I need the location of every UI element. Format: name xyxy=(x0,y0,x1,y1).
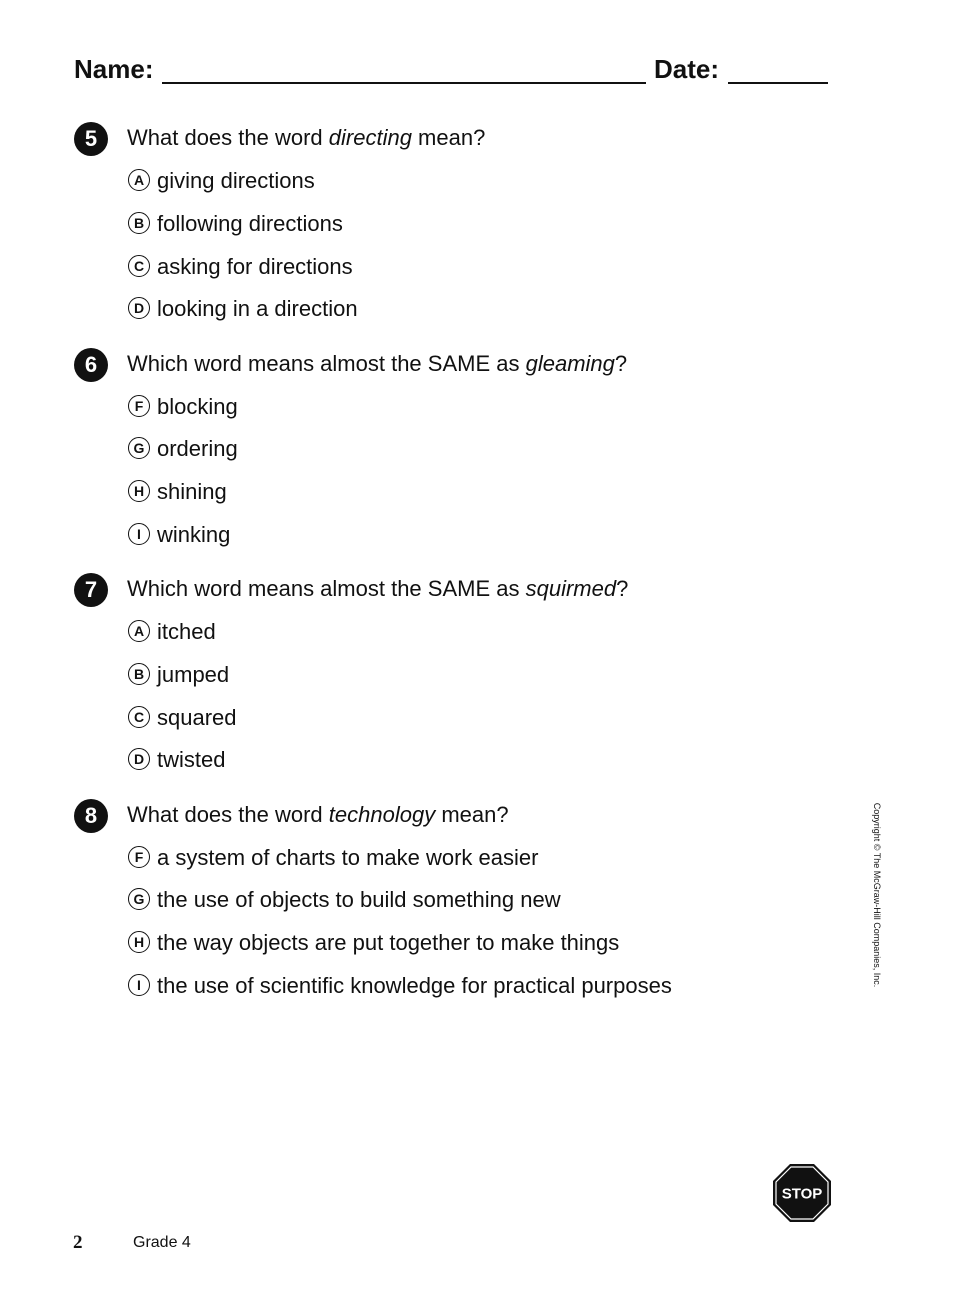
option-letter-bubble[interactable]: F xyxy=(128,846,150,868)
question-number: 6 xyxy=(74,348,108,382)
option-text: twisted xyxy=(157,747,226,772)
stop-sign-text: STOP xyxy=(781,1185,823,1203)
option-text: the use of scientific knowledge for practical purposes xyxy=(157,973,672,998)
copyright-notice: Copyright © The McGraw-Hill Companies, Inc. xyxy=(872,802,882,988)
option-text: a system of charts to make work easier xyxy=(157,845,539,870)
option-letter-bubble[interactable]: H xyxy=(128,480,150,502)
option-text: giving directions xyxy=(157,168,315,193)
question-number: 8 xyxy=(74,799,108,833)
stop-sign-icon xyxy=(772,1163,832,1223)
option-text: squared xyxy=(157,705,237,730)
option-letter-bubble[interactable]: C xyxy=(128,255,150,277)
option-letter-bubble[interactable]: I xyxy=(128,523,150,545)
option-letter-bubble[interactable]: H xyxy=(128,931,150,953)
option-text: shining xyxy=(157,479,227,504)
question-number: 5 xyxy=(74,122,108,156)
option-letter-bubble[interactable]: D xyxy=(128,748,150,770)
option-text: following directions xyxy=(157,211,343,236)
option-text: looking in a direction xyxy=(157,296,358,321)
question-number: 7 xyxy=(74,573,108,607)
option-text: asking for directions xyxy=(157,254,353,279)
question-text: Which word means almost the SAME as gleaming? xyxy=(127,351,628,376)
option-letter-bubble[interactable]: G xyxy=(128,888,150,910)
page-number: 2 xyxy=(73,1232,83,1253)
grade-label: Grade 4 xyxy=(133,1234,191,1251)
option-letter-bubble[interactable]: B xyxy=(128,212,150,234)
question-text: What does the word technology mean? xyxy=(127,802,509,827)
question-text: Which word means almost the SAME as squirmed? xyxy=(127,576,629,601)
date-field[interactable] xyxy=(728,82,828,84)
question-text: What does the word directing mean? xyxy=(127,125,486,150)
name-label: Name: xyxy=(74,54,154,84)
date-label: Date: xyxy=(654,54,720,84)
header xyxy=(74,52,834,86)
option-letter-bubble[interactable]: A xyxy=(128,620,150,642)
option-letter-bubble[interactable]: B xyxy=(128,663,150,685)
option-text: blocking xyxy=(157,394,238,419)
option-text: winking xyxy=(157,522,231,547)
name-field[interactable] xyxy=(162,82,646,84)
option-text: ordering xyxy=(157,436,238,461)
option-text: the way objects are put together to make things xyxy=(157,930,620,955)
option-text: itched xyxy=(157,619,216,644)
option-letter-bubble[interactable]: I xyxy=(128,974,150,996)
option-letter-bubble[interactable]: F xyxy=(128,395,150,417)
option-letter-bubble[interactable]: G xyxy=(128,437,150,459)
option-letter-bubble[interactable]: C xyxy=(128,706,150,728)
option-text: the use of objects to build something new xyxy=(157,887,561,912)
option-letter-bubble[interactable]: D xyxy=(128,297,150,319)
option-letter-bubble[interactable]: A xyxy=(128,169,150,191)
option-text: jumped xyxy=(157,662,230,687)
